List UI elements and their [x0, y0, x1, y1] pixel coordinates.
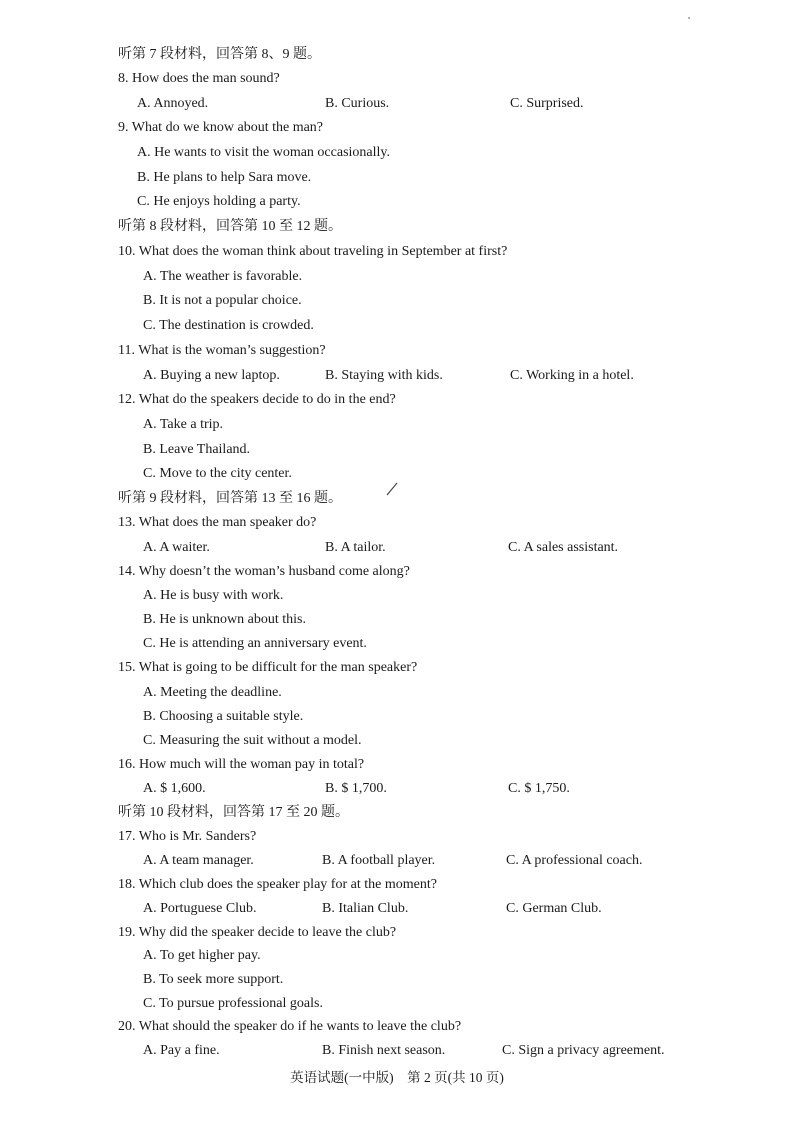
option-9b — [0, 166, 794, 190]
option-b: B. Leave Thailand. — [143, 442, 251, 457]
question-15 — [0, 656, 794, 680]
option-c: C. Working in a hotel. — [510, 368, 634, 383]
section-header-7 — [0, 43, 794, 67]
option-b: B. $ 1,700. — [325, 781, 387, 796]
option-9a — [0, 141, 794, 165]
question-stem: 8. How does the man sound? — [118, 71, 280, 86]
option-c: C. He enjoys holding a party. — [137, 194, 301, 209]
option-10b — [0, 289, 794, 313]
question-12 — [0, 388, 794, 412]
option-b: B. He is unknown about this. — [143, 612, 306, 627]
question-9 — [0, 116, 794, 140]
options-13 — [0, 536, 794, 560]
option-a: A. Portuguese Club. — [143, 901, 257, 916]
option-c: C. A professional coach. — [506, 853, 643, 868]
option-12a — [0, 413, 794, 437]
option-15b — [0, 705, 794, 729]
option-14b — [0, 608, 794, 632]
question-10 — [0, 240, 794, 264]
option-b: B. A tailor. — [325, 540, 386, 555]
option-15a — [0, 681, 794, 705]
option-c: C. Surprised. — [510, 96, 584, 111]
question-stem: 20. What should the speaker do if he wants to leave the club? — [118, 1019, 462, 1034]
option-10c — [0, 314, 794, 338]
option-a: A. Annoyed. — [137, 96, 209, 111]
option-15c — [0, 729, 794, 753]
option-19c — [0, 992, 794, 1016]
section-header-text: 听第 9 段材料，回答第 13 至 16 题。 — [118, 491, 342, 506]
option-a: A. Buying a new laptop. — [143, 368, 280, 383]
question-stem: 16. How much will the woman pay in total? — [118, 757, 365, 772]
question-16 — [0, 753, 794, 777]
page-footer: 英语试题(一中版) 第 2 页(共 10 页) — [290, 1070, 504, 1085]
option-a: A. A team manager. — [143, 853, 254, 868]
option-12b — [0, 438, 794, 462]
question-18 — [0, 873, 794, 897]
option-14a — [0, 584, 794, 608]
option-19a — [0, 944, 794, 968]
question-stem: 17. Who is Mr. Sanders? — [118, 829, 257, 844]
option-c: C. To pursue professional goals. — [143, 996, 323, 1011]
question-stem: 14. Why doesn’t the woman’s husband come along? — [118, 564, 410, 579]
option-c: C. A sales assistant. — [508, 540, 619, 555]
option-b: B. Curious. — [325, 96, 390, 111]
question-20 — [0, 1015, 794, 1039]
option-b: B. He plans to help Sara move. — [137, 170, 312, 185]
options-20 — [0, 1039, 794, 1063]
option-a: A. $ 1,600. — [143, 781, 206, 796]
option-a: A. He wants to visit the woman occasionally. — [137, 145, 390, 160]
options-11 — [0, 364, 794, 388]
option-9c — [0, 190, 794, 214]
section-header-text: 听第 8 段材料，回答第 10 至 12 题。 — [118, 219, 342, 234]
question-19 — [0, 921, 794, 945]
option-b: B. It is not a popular choice. — [143, 293, 302, 308]
option-a: A. The weather is favorable. — [143, 269, 303, 284]
options-18 — [0, 897, 794, 921]
option-c: C. Sign a privacy agreement. — [502, 1043, 665, 1058]
option-19b — [0, 968, 794, 992]
option-b: B. To seek more support. — [143, 972, 284, 987]
section-header-text: 听第 10 段材料，回答第 17 至 20 题。 — [118, 805, 349, 820]
option-a: A. To get higher pay. — [143, 948, 261, 963]
option-b: B. Choosing a suitable style. — [143, 709, 304, 724]
question-stem: 10. What does the woman think about traveling in September at first? — [118, 244, 508, 259]
section-header-8 — [0, 215, 794, 239]
question-stem: 13. What does the man speaker do? — [118, 515, 317, 530]
option-14c — [0, 632, 794, 656]
scan-speck — [688, 17, 690, 19]
question-stem: 9. What do we know about the man? — [118, 120, 324, 135]
question-17 — [0, 825, 794, 849]
question-13 — [0, 511, 794, 535]
question-11 — [0, 339, 794, 363]
question-stem: 12. What do the speakers decide to do in the end? — [118, 392, 396, 407]
question-14 — [0, 560, 794, 584]
question-stem: 18. Which club does the speaker play for at the moment? — [118, 877, 437, 892]
section-header-10 — [0, 801, 794, 825]
option-a: A. Pay a fine. — [143, 1043, 220, 1058]
question-stem: 19. Why did the speaker decide to leave the club? — [118, 925, 397, 940]
options-8 — [0, 92, 794, 116]
options-16 — [0, 777, 794, 801]
question-8 — [0, 67, 794, 91]
option-a: A. Meeting the deadline. — [143, 685, 282, 700]
option-10a — [0, 265, 794, 289]
option-a: A. He is busy with work. — [143, 588, 284, 603]
option-c: C. Move to the city center. — [143, 466, 292, 481]
question-stem: 15. What is going to be difficult for the man speaker? — [118, 660, 418, 675]
option-c: C. German Club. — [506, 901, 602, 916]
section-header-9 — [0, 487, 794, 511]
section-header-text: 听第 7 段材料，回答第 8、9 题。 — [118, 47, 321, 62]
option-b: B. Finish next season. — [322, 1043, 446, 1058]
option-c: C. $ 1,750. — [508, 781, 570, 796]
option-b: B. Italian Club. — [322, 901, 409, 916]
question-stem: 11. What is the woman’s suggestion? — [118, 343, 326, 358]
option-b: B. Staying with kids. — [325, 368, 443, 383]
option-c: C. The destination is crowded. — [143, 318, 314, 333]
option-b: B. A football player. — [322, 853, 436, 868]
option-c: C. He is attending an anniversary event. — [143, 636, 367, 651]
option-a: A. Take a trip. — [143, 417, 224, 432]
option-a: A. A waiter. — [143, 540, 210, 555]
options-17 — [0, 849, 794, 873]
option-c: C. Measuring the suit without a model. — [143, 733, 362, 748]
